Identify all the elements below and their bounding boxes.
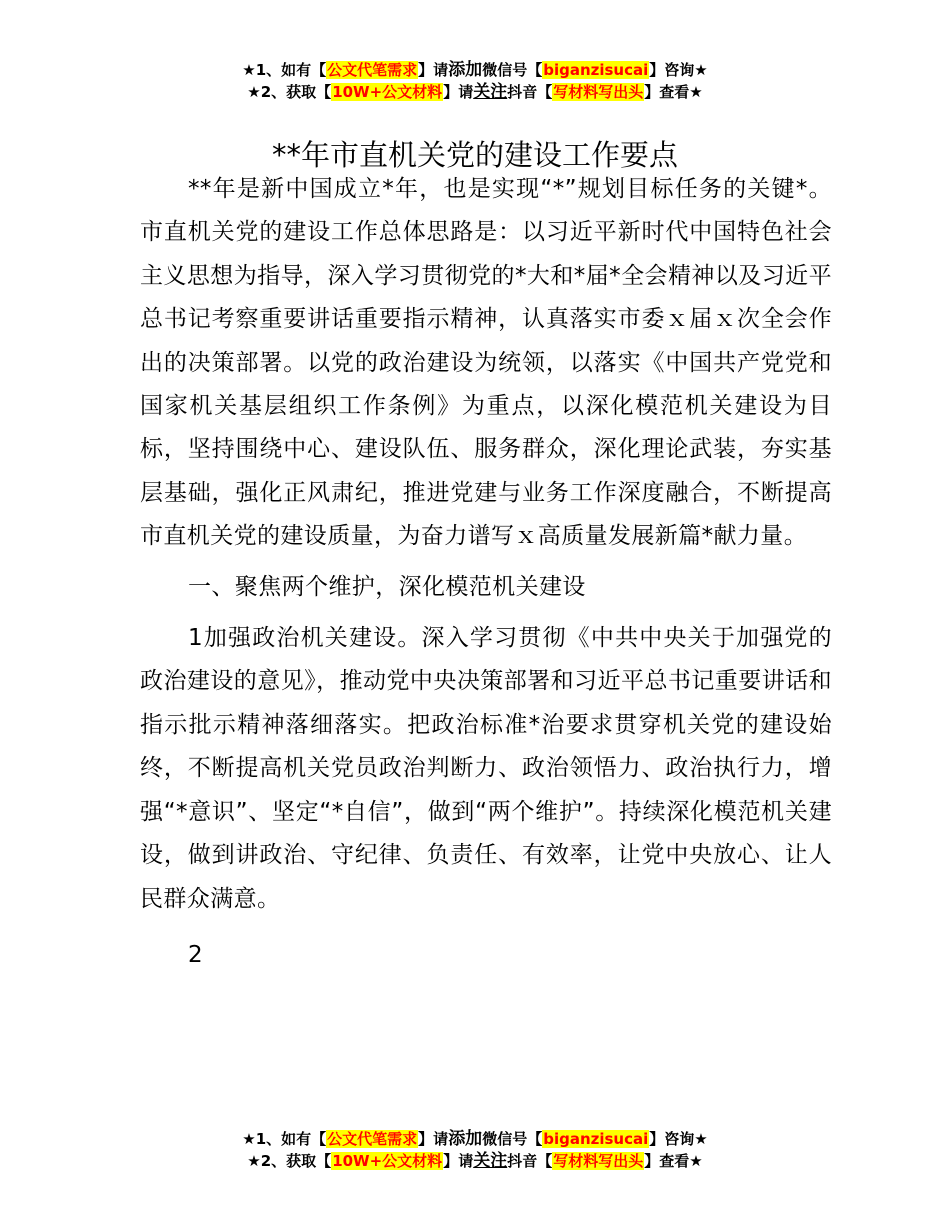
banner-highlight: 10W+公文材料 bbox=[332, 83, 443, 101]
banner-text: 抖音【 bbox=[507, 1152, 553, 1170]
footer-banner-line-2 bbox=[0, 1150, 950, 1172]
item-number: 2 bbox=[188, 941, 204, 968]
header-banner bbox=[0, 59, 950, 103]
banner-text: 抖音【 bbox=[507, 83, 553, 101]
document-body bbox=[140, 168, 832, 977]
banner-text: 】咨询★ bbox=[649, 61, 708, 79]
banner-text: 】请 bbox=[443, 83, 474, 101]
footer-banner bbox=[0, 1128, 950, 1172]
banner-highlight: biganzisucai bbox=[543, 61, 649, 79]
banner-text: 】咨询★ bbox=[649, 1130, 708, 1148]
banner-text: ★2、获取【 bbox=[247, 1152, 332, 1170]
banner-highlight: biganzisucai bbox=[543, 1130, 649, 1148]
banner-text: 】请 bbox=[418, 61, 449, 79]
item-paragraph: 1加强政治机关建设。深入学习贯彻《中共中央关于加强党的政治建设的意见》，推动党中央决策部署和习近平总书记重要讲话和指示批示精神落细落实。把政治标准*治要求贯穿机关党的建设始终，不断提高机关党员政治判断力、政治领悟力、政治执行力，增强“*意识”、坚定“*自信”，做到“两个维护”。持续深化模范机关建设，做到讲政治、守纪律、负责任、有效率，让党中央放心、让人民群众满意。 bbox=[140, 625, 832, 912]
banner-highlight: 公文代笔需求 bbox=[327, 1130, 418, 1148]
banner-highlight: 10W+公文材料 bbox=[332, 1152, 443, 1170]
banner-text: 】请 bbox=[443, 1152, 474, 1170]
banner-emphasis: 添加 bbox=[448, 60, 483, 80]
banner-highlight: 写材料写出头 bbox=[553, 1152, 644, 1170]
banner-text: 】请 bbox=[418, 1130, 449, 1148]
banner-text: ★1、如有【 bbox=[242, 61, 327, 79]
header-banner-line-2 bbox=[0, 81, 950, 103]
banner-emphasis: 关注 bbox=[473, 1151, 508, 1171]
banner-text: ★1、如有【 bbox=[242, 1130, 327, 1148]
banner-text: 微信号【 bbox=[482, 61, 543, 79]
document-title: **年市直机关党的建设工作要点 bbox=[271, 138, 678, 173]
banner-text: 】查看★ bbox=[644, 1152, 703, 1170]
intro-paragraph: **年是新中国成立*年，也是实现“*”规划目标任务的关键*。市直机关党的建设工作总体思路是：以习近平新时代中国特色社会主义思想为指导，深入学习贯彻党的*大和*届*全会精神以及习近平总书记考察重要讲话重要指示精神，认真落实市委ｘ届ｘ次全会作出的决策部署。以党的政治建设为统领，以落实《中国共产党党和国家机关基层组织工作条例》为重点，以深化模范机关建设为目标，坚持围绕中心、建设队伍、服务群众，深化理论武装，夯实基层基础，强化正风肃纪，推进党建与业务工作深度融合，不断提高市直机关党的建设质量，为奋力谱写ｘ高质量发展新篇*献力量。 bbox=[140, 176, 832, 550]
banner-text: 微信号【 bbox=[482, 1130, 543, 1148]
banner-highlight: 写材料写出头 bbox=[553, 83, 644, 101]
banner-text: ★2、获取【 bbox=[247, 83, 332, 101]
banner-emphasis: 关注 bbox=[473, 82, 508, 102]
header-banner-line-1 bbox=[0, 59, 950, 81]
footer-banner-line-1 bbox=[0, 1128, 950, 1150]
section-heading: 一、聚焦两个维护，深化模范机关建设 bbox=[188, 573, 586, 600]
banner-emphasis: 添加 bbox=[448, 1129, 483, 1149]
banner-text: 】查看★ bbox=[644, 83, 703, 101]
banner-highlight: 公文代笔需求 bbox=[327, 61, 418, 79]
